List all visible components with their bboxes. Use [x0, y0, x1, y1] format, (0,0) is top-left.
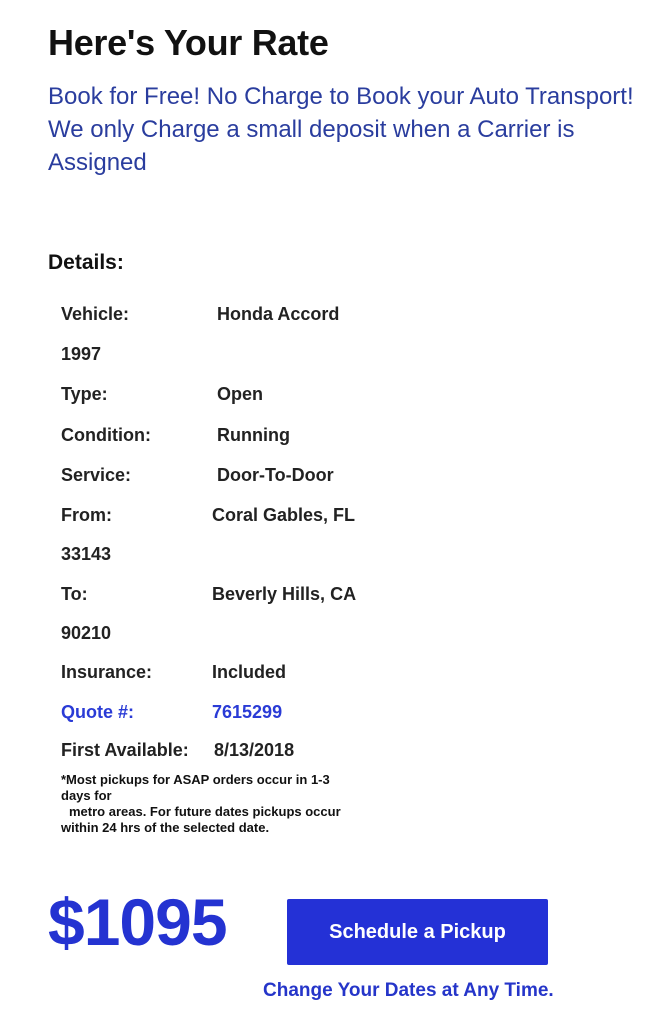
schedule-pickup-button[interactable]: Schedule a Pickup	[287, 899, 548, 965]
first-available-label: First Available:	[61, 740, 189, 760]
price: $1095	[48, 885, 227, 959]
insurance-value: Included	[212, 662, 287, 682]
from-zip: 33143	[61, 544, 112, 564]
pickup-note-line: metro areas. For future dates pickups occur	[69, 804, 341, 819]
service-label: Service:	[61, 465, 132, 485]
type-label: Type:	[61, 384, 108, 404]
vehicle-year: 1997	[61, 344, 102, 364]
vehicle-value: Honda Accord	[217, 304, 340, 324]
to-zip: 90210	[61, 623, 112, 643]
to-label: To:	[61, 584, 88, 604]
pickup-note-line: within 24 hrs of the selected date.	[61, 820, 270, 835]
pickup-note-line: *Most pickups for ASAP orders occur in 1-3	[61, 772, 330, 787]
change-dates-link[interactable]: Change Your Dates at Any Time.	[263, 980, 554, 1001]
first-available-value: 8/13/2018	[214, 740, 295, 760]
pickup-note-line: days for	[61, 788, 112, 803]
condition-label: Condition:	[61, 425, 151, 445]
subtitle	[48, 80, 638, 179]
details-heading: Details:	[48, 251, 124, 274]
vehicle-label: Vehicle:	[61, 304, 130, 324]
condition-value: Running	[217, 425, 290, 445]
service-value: Door-To-Door	[217, 465, 334, 485]
from-label: From:	[61, 505, 112, 525]
quote-label: Quote #:	[61, 702, 135, 722]
from-value: Coral Gables, FL	[212, 505, 356, 525]
quote-value: 7615299	[212, 702, 283, 722]
to-value: Beverly Hills, CA	[212, 584, 357, 604]
subtitle-line-deposit: We only Charge a small deposit when a Carrier is Assigned	[48, 116, 575, 176]
insurance-label: Insurance:	[61, 662, 153, 682]
pickup-note	[61, 772, 391, 836]
subtitle-line-booking: Book for Free! No Charge to Book your Auto Transport!	[48, 83, 634, 110]
page-title: Here's Your Rate	[48, 22, 329, 63]
type-value: Open	[217, 384, 264, 404]
